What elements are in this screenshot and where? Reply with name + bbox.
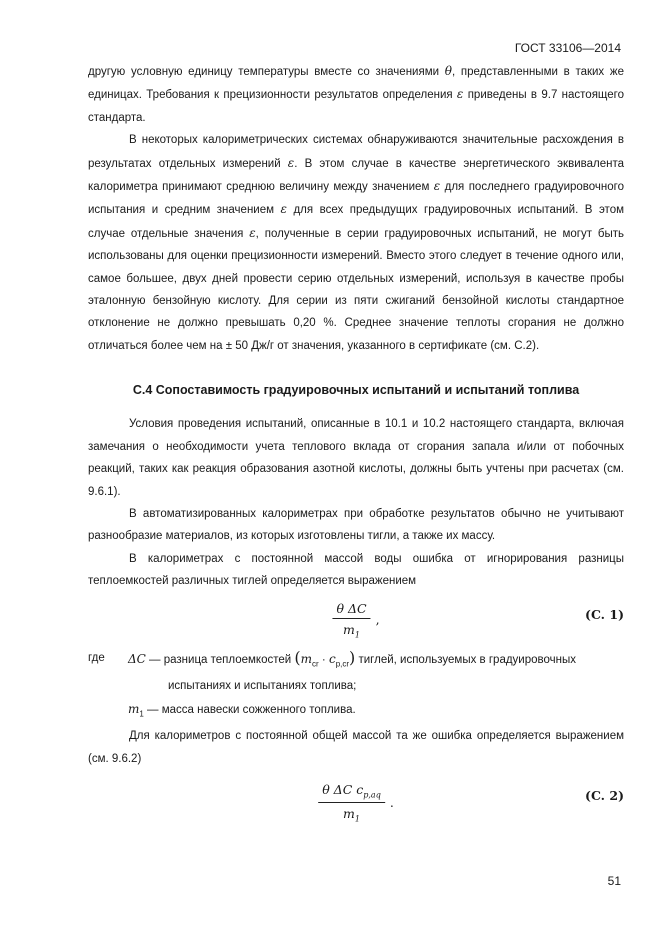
symbol-delta-c: ΔC — [347, 600, 367, 616]
numerator-text: θ ΔC c — [322, 782, 364, 798]
symbol-m: m — [343, 621, 355, 637]
symbol-theta: θ — [444, 64, 452, 78]
fraction-numerator — [318, 782, 385, 803]
symbol-delta-c: ΔC — [128, 651, 146, 666]
symbol-m: m — [300, 651, 313, 666]
subscript: cr — [312, 658, 319, 668]
fraction-denominator — [343, 803, 360, 824]
symbol-m: m — [128, 701, 140, 716]
symbol-theta: θ — [336, 600, 344, 616]
equation-number: (C. 1) — [585, 606, 624, 622]
section-heading: С.4 Сопоставимость градуировочных испытаний и испытаний топлива — [132, 383, 580, 398]
paren-open: ( — [294, 647, 301, 667]
text-span: испытаниях и испытаниях топлива; — [168, 680, 357, 693]
text-span: , представленными в таких же единицах. Требования к прецизионности результатов определения — [88, 66, 624, 102]
text-span: для всех предыдущих градуировочных испытаний. В этом случае отдельные значения — [88, 204, 624, 240]
subscript: p,aq — [363, 790, 381, 800]
paren-close: ) — [349, 647, 356, 667]
running-header: ГОСТ 33106—2014 — [514, 41, 621, 55]
where-line-1-continuation — [88, 675, 624, 697]
paragraph-calorimetric-systems — [88, 129, 624, 357]
subscript: 1 — [139, 708, 144, 718]
text-span: , полученные в серии градуировочных испытаний, не могут быть использованы для оценки прецизионности измерений. Вместо этого следует в течение одного или, самое большее, двух дней провести серию отдельных измерений, используя в качестве пробы эталонную бензойную кислоту. Для серии из пяти сжиганий бензойной кислоты стандартное отклонение не должно превышать 0,20 %. Среднее значение теплоты сгорания не должно отличаться более чем на ± 50 Дж/г от значения, указанного в сертификате (см. С.2). — [88, 227, 624, 352]
formula-punctuation: . — [389, 795, 394, 811]
subscript: 1 — [354, 630, 360, 640]
text-span: — разница теплоемкостей — [145, 653, 295, 666]
paragraph-continuation — [88, 60, 624, 129]
formula-c2 — [88, 774, 624, 828]
where-definition-2 — [128, 698, 356, 726]
where-line-2 — [88, 698, 624, 726]
fraction-body — [332, 601, 370, 640]
text-span: для последнего градуировочного испытания и средним значением — [88, 181, 624, 217]
symbol-m: m — [343, 805, 355, 821]
paragraph-constant-total-mass: Для калориметров с постоянной общей массой та же ошибка определяется выражением (см. 9.6.2) — [88, 730, 624, 765]
text-span: приведены в 9.7 настоящего стандарта. — [88, 89, 624, 124]
fraction-denominator — [343, 619, 360, 640]
fraction-numerator — [332, 601, 370, 619]
symbol-epsilon: ε — [249, 225, 256, 240]
where-definition-1 — [128, 647, 576, 676]
fraction-body — [318, 782, 385, 823]
where-keyword: где — [88, 651, 105, 664]
fraction — [318, 782, 394, 823]
page-content — [88, 60, 624, 828]
subscript: 1 — [354, 814, 360, 824]
text-span: другую условную единицу температуры вместе со значениями — [88, 66, 445, 78]
operator-dot: · — [318, 653, 329, 666]
where-line-1 — [88, 647, 624, 676]
text-span: . В этом случае в качестве энергетического эквивалента калориметра принимают среднюю величину между значением — [88, 157, 624, 194]
paragraph-automated-calorimeters: В автоматизированных калориметрах при обработке результатов обычно не учитывают разнообразие материалов, из которых изготовлены тигли, а также их массу. — [88, 507, 624, 543]
paragraph-test-conditions: Условия проведения испытаний, описанные в 10.1 и 10.2 настоящего стандарта, включая замечания о необходимости учета теплового вклада от сгорания запала и/или от побочных реакций, таких как реакция образования азотной кислоты, должны быть учтены при расчетах (см. 9.6.1). — [88, 418, 624, 498]
symbol-epsilon: ε — [280, 202, 287, 217]
subscript: p,cr — [335, 658, 350, 668]
fraction — [332, 601, 379, 640]
page-number: 51 — [607, 874, 621, 888]
text-span: — масса навески сожженного топлива. — [143, 703, 356, 716]
symbol-epsilon: ε — [433, 179, 441, 194]
text-span: В некоторых калориметрических системах обнаруживаются значительные расхождения в результатах отдельных измерений — [88, 134, 624, 170]
symbol-epsilon: ε — [456, 87, 464, 102]
formula-punctuation: , — [375, 612, 380, 628]
equation-number: (C. 2) — [585, 788, 624, 804]
paragraph-constant-water-mass: В калориметрах с постоянной массой воды ошибка от игнорирования разницы теплоемкостей различных тиглей определяется выражением — [88, 552, 624, 588]
formula-c1 — [88, 593, 624, 647]
symbol-epsilon: ε — [287, 155, 295, 170]
text-span: тиглей, используемых в градуировочных — [355, 653, 576, 666]
symbol-c: c — [328, 651, 336, 666]
